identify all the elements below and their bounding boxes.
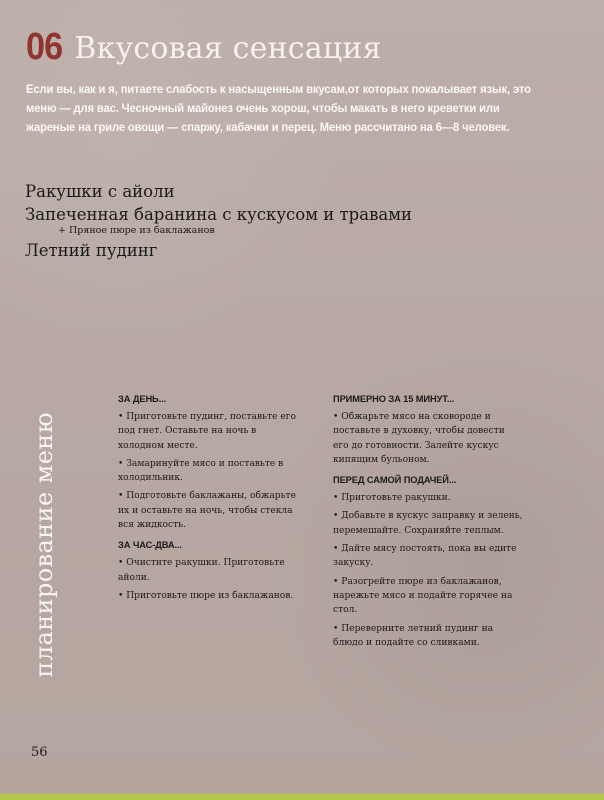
list-item: • Замаринуйте мясо и поставьте в холодильник.: [118, 458, 284, 484]
section-heading-serving: ПЕРЕД САМОЙ ПОДАЧЕЙ...: [333, 475, 457, 486]
page-number: 56: [31, 745, 48, 760]
list-item: • Обжарьте мясо на сковороде и поставьте в духовку, чтобы довести его до готовности. Залейте кускус кипящим бульоном.: [333, 412, 505, 465]
menu-dish-1: Ракушки с айоли: [25, 182, 175, 201]
menu-dish-3: Летний пудинг: [25, 241, 158, 260]
section-day-before: [118, 393, 303, 532]
section-heading-day-before: ЗА ДЕНЬ...: [118, 394, 167, 404]
chapter-number: 06: [26, 26, 63, 68]
list-item: • Добавьте в кускус заправку и зелень, перемешайте. Сохраняйте теплым.: [333, 511, 523, 536]
section-serving: [333, 474, 523, 650]
section-heading-hour-before: ЗА ЧАС-ДВА...: [118, 540, 182, 551]
section-hour-before: [118, 539, 303, 603]
list-item: • Приготовьте ракушки.: [333, 493, 451, 504]
intro-paragraph: Если вы, как и я, питаете слабость к насыщенным вкусам,от которых покалывает язык, это меню — для вас. Чесночный майонез очень хорош, чтобы макать в него креветки или жареные на гриле овощи — спаржу, кабачки и перец. Меню рассчитано на 6—8 человек.: [26, 82, 531, 134]
planning-column-left: [118, 393, 303, 657]
menu-dish-2-side: + Пряное пюре из баклажанов: [58, 225, 215, 236]
list-item: • Очистите ракушки. Приготовьте айоли.: [118, 558, 285, 583]
list-item: • Переверните летний пудинг на блюдо и подайте со сливками.: [333, 623, 494, 648]
chapter-header: [26, 28, 382, 66]
list-item: • Разогрейте пюре из баклажанов, нарежьте мясо и подайте горячее на стол.: [333, 576, 513, 616]
side-title-text: планирование меню: [30, 412, 58, 678]
list-item: • Дайте мясу постоять, пока вы едите закуску.: [333, 544, 517, 569]
planning-column-right: [333, 393, 523, 657]
list-item: • Подготовьте баклажаны, обжарьте их и оставьте на ночь, чтобы стекла вся жидкость.: [118, 491, 296, 531]
menu-dish-2: Запеченная баранина с кускусом и травами: [25, 205, 413, 224]
planning-columns: [118, 393, 548, 657]
page-title: Вкусовая сенсация: [74, 31, 382, 66]
list-item: • Приготовьте пудинг, поставьте его под гнет. Оставьте на ночь в холодном месте.: [118, 412, 296, 451]
menu-list: [25, 181, 545, 261]
bottom-color-strip: [0, 794, 604, 800]
list-item: • Приготовьте пюре из баклажанов.: [118, 590, 294, 601]
section-heading-fifteen-minutes: ПРИМЕРНО ЗА 15 МИНУТ...: [333, 394, 455, 404]
side-title: [30, 400, 58, 690]
section-fifteen-minutes: [333, 393, 523, 467]
